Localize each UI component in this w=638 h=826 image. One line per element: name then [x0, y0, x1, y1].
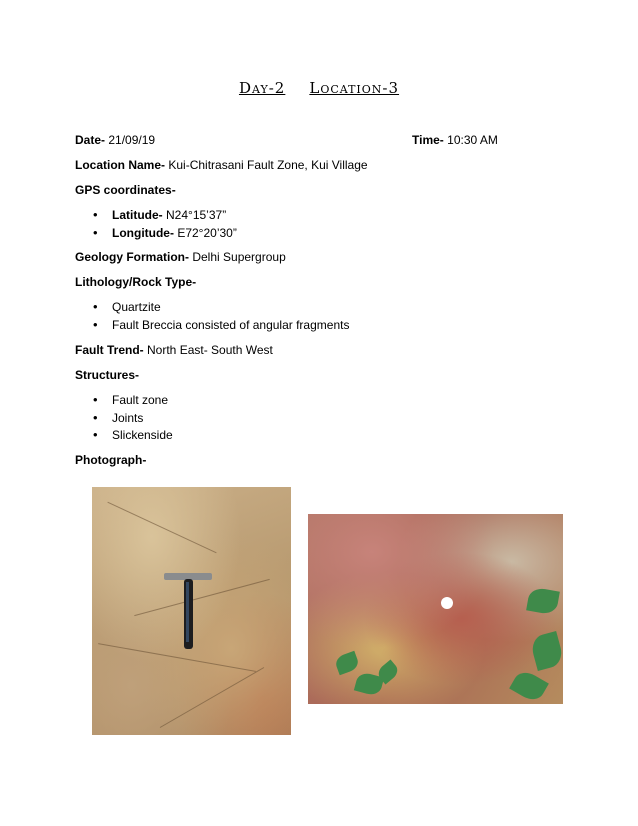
- structures-list: [93, 392, 173, 445]
- rock-hammer-icon: [92, 487, 291, 735]
- latitude-label: Latitude-: [112, 208, 163, 222]
- gps-heading: [75, 182, 176, 198]
- lithology-label: Lithology/Rock Type-: [75, 275, 197, 289]
- gps-list: [93, 207, 237, 242]
- page-title: [0, 79, 638, 97]
- rock-photo-hammer: [92, 487, 291, 735]
- list-item: [93, 207, 237, 225]
- list-item: • Fault zone: [93, 392, 173, 410]
- fault-trend-line: [75, 342, 273, 358]
- time-value: 10:30 AM: [447, 133, 498, 147]
- fault-trend-value: North East- South West: [147, 343, 273, 357]
- fault-trend-label: Fault Trend-: [75, 343, 144, 357]
- location-name-value: Kui-Chitrasani Fault Zone, Kui Village: [168, 158, 368, 172]
- list-item: [93, 225, 237, 243]
- geology-formation-label: Geology Formation-: [75, 250, 189, 264]
- date-label: Date-: [75, 133, 106, 147]
- geology-formation-value: Delhi Supergroup: [192, 250, 286, 264]
- list-item: • Joints: [93, 410, 173, 428]
- location-name-label: Location Name-: [75, 158, 166, 172]
- longitude-value: E72°20’30”: [177, 225, 237, 240]
- list-item: • Quartzite: [93, 299, 349, 317]
- lithology-list: [93, 299, 349, 334]
- latitude-value: N24°15’37”: [166, 208, 227, 222]
- structures-label: Structures-: [75, 368, 140, 382]
- title-day: Day-2: [238, 79, 286, 97]
- location-name-line: [75, 157, 368, 173]
- title-location: Location-3: [309, 79, 400, 97]
- time-label: Time-: [412, 133, 444, 147]
- longitude-label: Longitude-: [112, 225, 174, 240]
- time-line: [412, 132, 498, 148]
- scale-marker-icon: [441, 597, 453, 609]
- lithology-heading: [75, 274, 196, 290]
- structures-heading: [75, 367, 139, 383]
- list-item: • Slickenside: [93, 427, 173, 445]
- fault-breccia-photo: [308, 514, 563, 704]
- geology-formation-line: [75, 249, 286, 265]
- date-value: 21/09/19: [108, 133, 156, 147]
- date-line: [75, 132, 155, 148]
- photograph-label: Photograph-: [75, 453, 147, 467]
- gps-label: GPS coordinates-: [75, 183, 176, 197]
- photograph-heading: [75, 452, 146, 468]
- list-item: • Fault Breccia consisted of angular fragments: [93, 317, 349, 335]
